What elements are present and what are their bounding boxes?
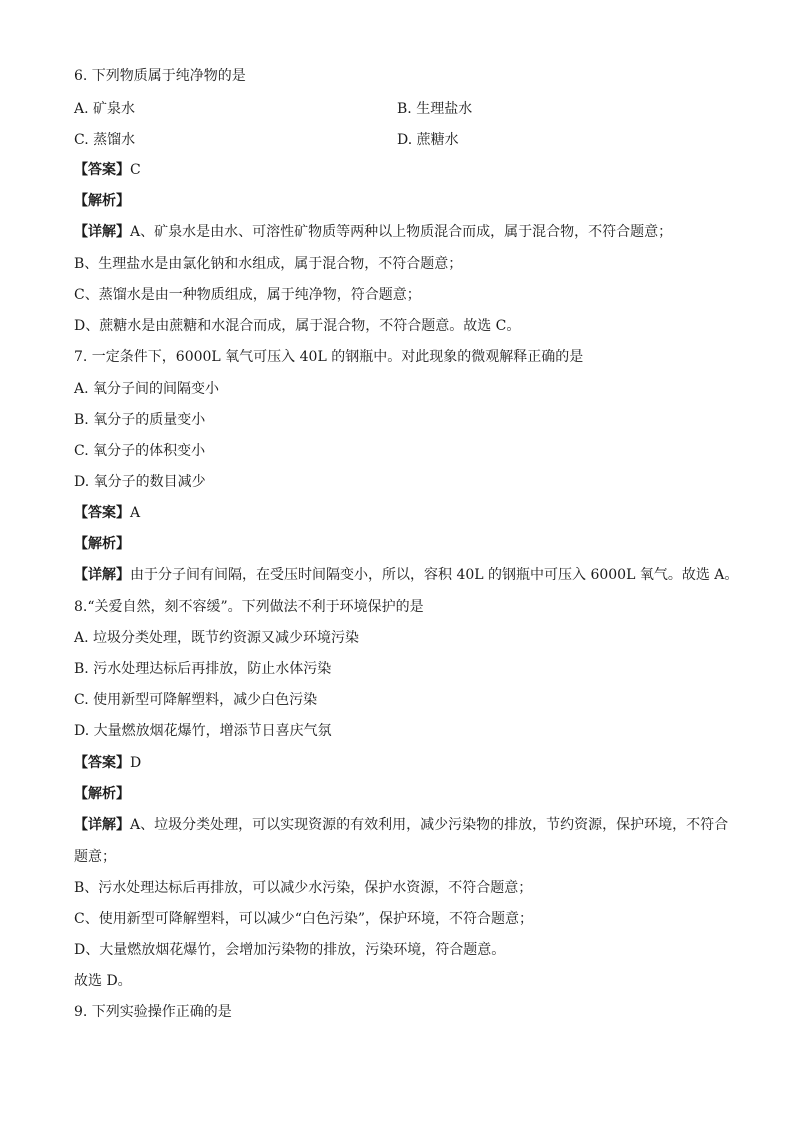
q6-detail-line-1 xyxy=(74,222,672,242)
q6-detail-line-3: C、蒸馏水是由一种物质组成，属于纯净物，符合题意； xyxy=(74,287,421,303)
q6-detail-line-4: D、蔗糖水是由蔗糖和水混合而成，属于混合物，不符合题意。故选 C。 xyxy=(74,318,521,334)
q7-option-c: C. 氧分子的体积变小 xyxy=(74,443,206,459)
q8-option-c: C. 使用新型可降解塑料，减少白色污染 xyxy=(74,692,318,708)
q6-detail-line-2: B、生理盐水是由氯化钠和水组成，属于混合物，不符合题意； xyxy=(74,256,463,272)
detail-label: 【详解】 xyxy=(74,224,130,240)
q6-option-c: C. 蒸馏水 xyxy=(74,132,136,148)
q6-answer xyxy=(74,160,141,180)
detail-text: A、垃圾分类处理，可以实现资源的有效利用，减少污染物的排放，节约资源，保护环境，不符合 xyxy=(130,817,729,833)
detail-label: 【详解】 xyxy=(74,817,130,833)
question-7-stem: 7. 一定条件下，6000L 氧气可压入 40L 的钢瓶中。对此现象的微观解释正确的是 xyxy=(74,349,584,365)
q7-analysis-label: 【解析】 xyxy=(74,536,130,552)
q8-detail-line-1 xyxy=(74,815,728,835)
q8-detail-line-5: D、大量燃放烟花爆竹，会增加污染物的排放，污染环境，符合题意。 xyxy=(74,942,506,958)
detail-text: A、矿泉水是由水、可溶性矿物质等两种以上物质混合而成，属于混合物，不符合题意； xyxy=(130,224,673,240)
q7-option-d: D. 氧分子的数目减少 xyxy=(74,474,206,490)
q6-analysis-label: 【解析】 xyxy=(74,193,130,209)
q7-detail-line-1 xyxy=(74,565,738,585)
q8-option-a: A. 垃圾分类处理，既节约资源又减少环境污染 xyxy=(74,630,360,646)
question-9-stem: 9. 下列实验操作正确的是 xyxy=(74,1004,232,1020)
q8-detail-line-2: 题意； xyxy=(74,849,116,865)
q6-option-a: A. 矿泉水 xyxy=(74,101,136,117)
q6-option-b: B. 生理盐水 xyxy=(397,101,473,117)
answer-label: 【答案】 xyxy=(74,505,130,521)
answer-value: A xyxy=(130,505,141,521)
q8-option-b: B. 污水处理达标后再排放，防止水体污染 xyxy=(74,661,332,677)
q8-detail-line-6: 故选 D。 xyxy=(74,973,132,989)
detail-text: 由于分子间有间隔，在受压时间隔变小，所以，容积 40L 的钢瓶中可压入 6000L 氧气。故选 A。 xyxy=(130,567,739,583)
q8-detail-line-3: B、污水处理达标后再排放，可以减少水污染，保护水资源，不符合题意； xyxy=(74,880,533,896)
question-6-stem: 6. 下列物质属于纯净物的是 xyxy=(74,68,246,84)
q8-answer xyxy=(74,753,141,773)
question-8-stem: 8.“关爱自然，刻不容缓”。下列做法不利于环境保护的是 xyxy=(74,599,424,615)
q8-analysis-label: 【解析】 xyxy=(74,786,130,802)
answer-label: 【答案】 xyxy=(74,162,130,178)
q8-detail-line-4: C、使用新型可降解塑料，可以减少“白色污染”，保护环境，不符合题意； xyxy=(74,911,534,927)
answer-value: D xyxy=(130,755,142,771)
q6-option-d: D. 蔗糖水 xyxy=(397,132,459,148)
q7-answer xyxy=(74,503,140,523)
answer-label: 【答案】 xyxy=(74,755,130,771)
q8-option-d: D. 大量燃放烟花爆竹，增添节日喜庆气氛 xyxy=(74,723,332,739)
q7-option-a: A. 氧分子间的间隔变小 xyxy=(74,381,220,397)
q7-option-b: B. 氧分子的质量变小 xyxy=(74,412,206,428)
answer-value: C xyxy=(130,162,141,178)
detail-label: 【详解】 xyxy=(74,567,130,583)
